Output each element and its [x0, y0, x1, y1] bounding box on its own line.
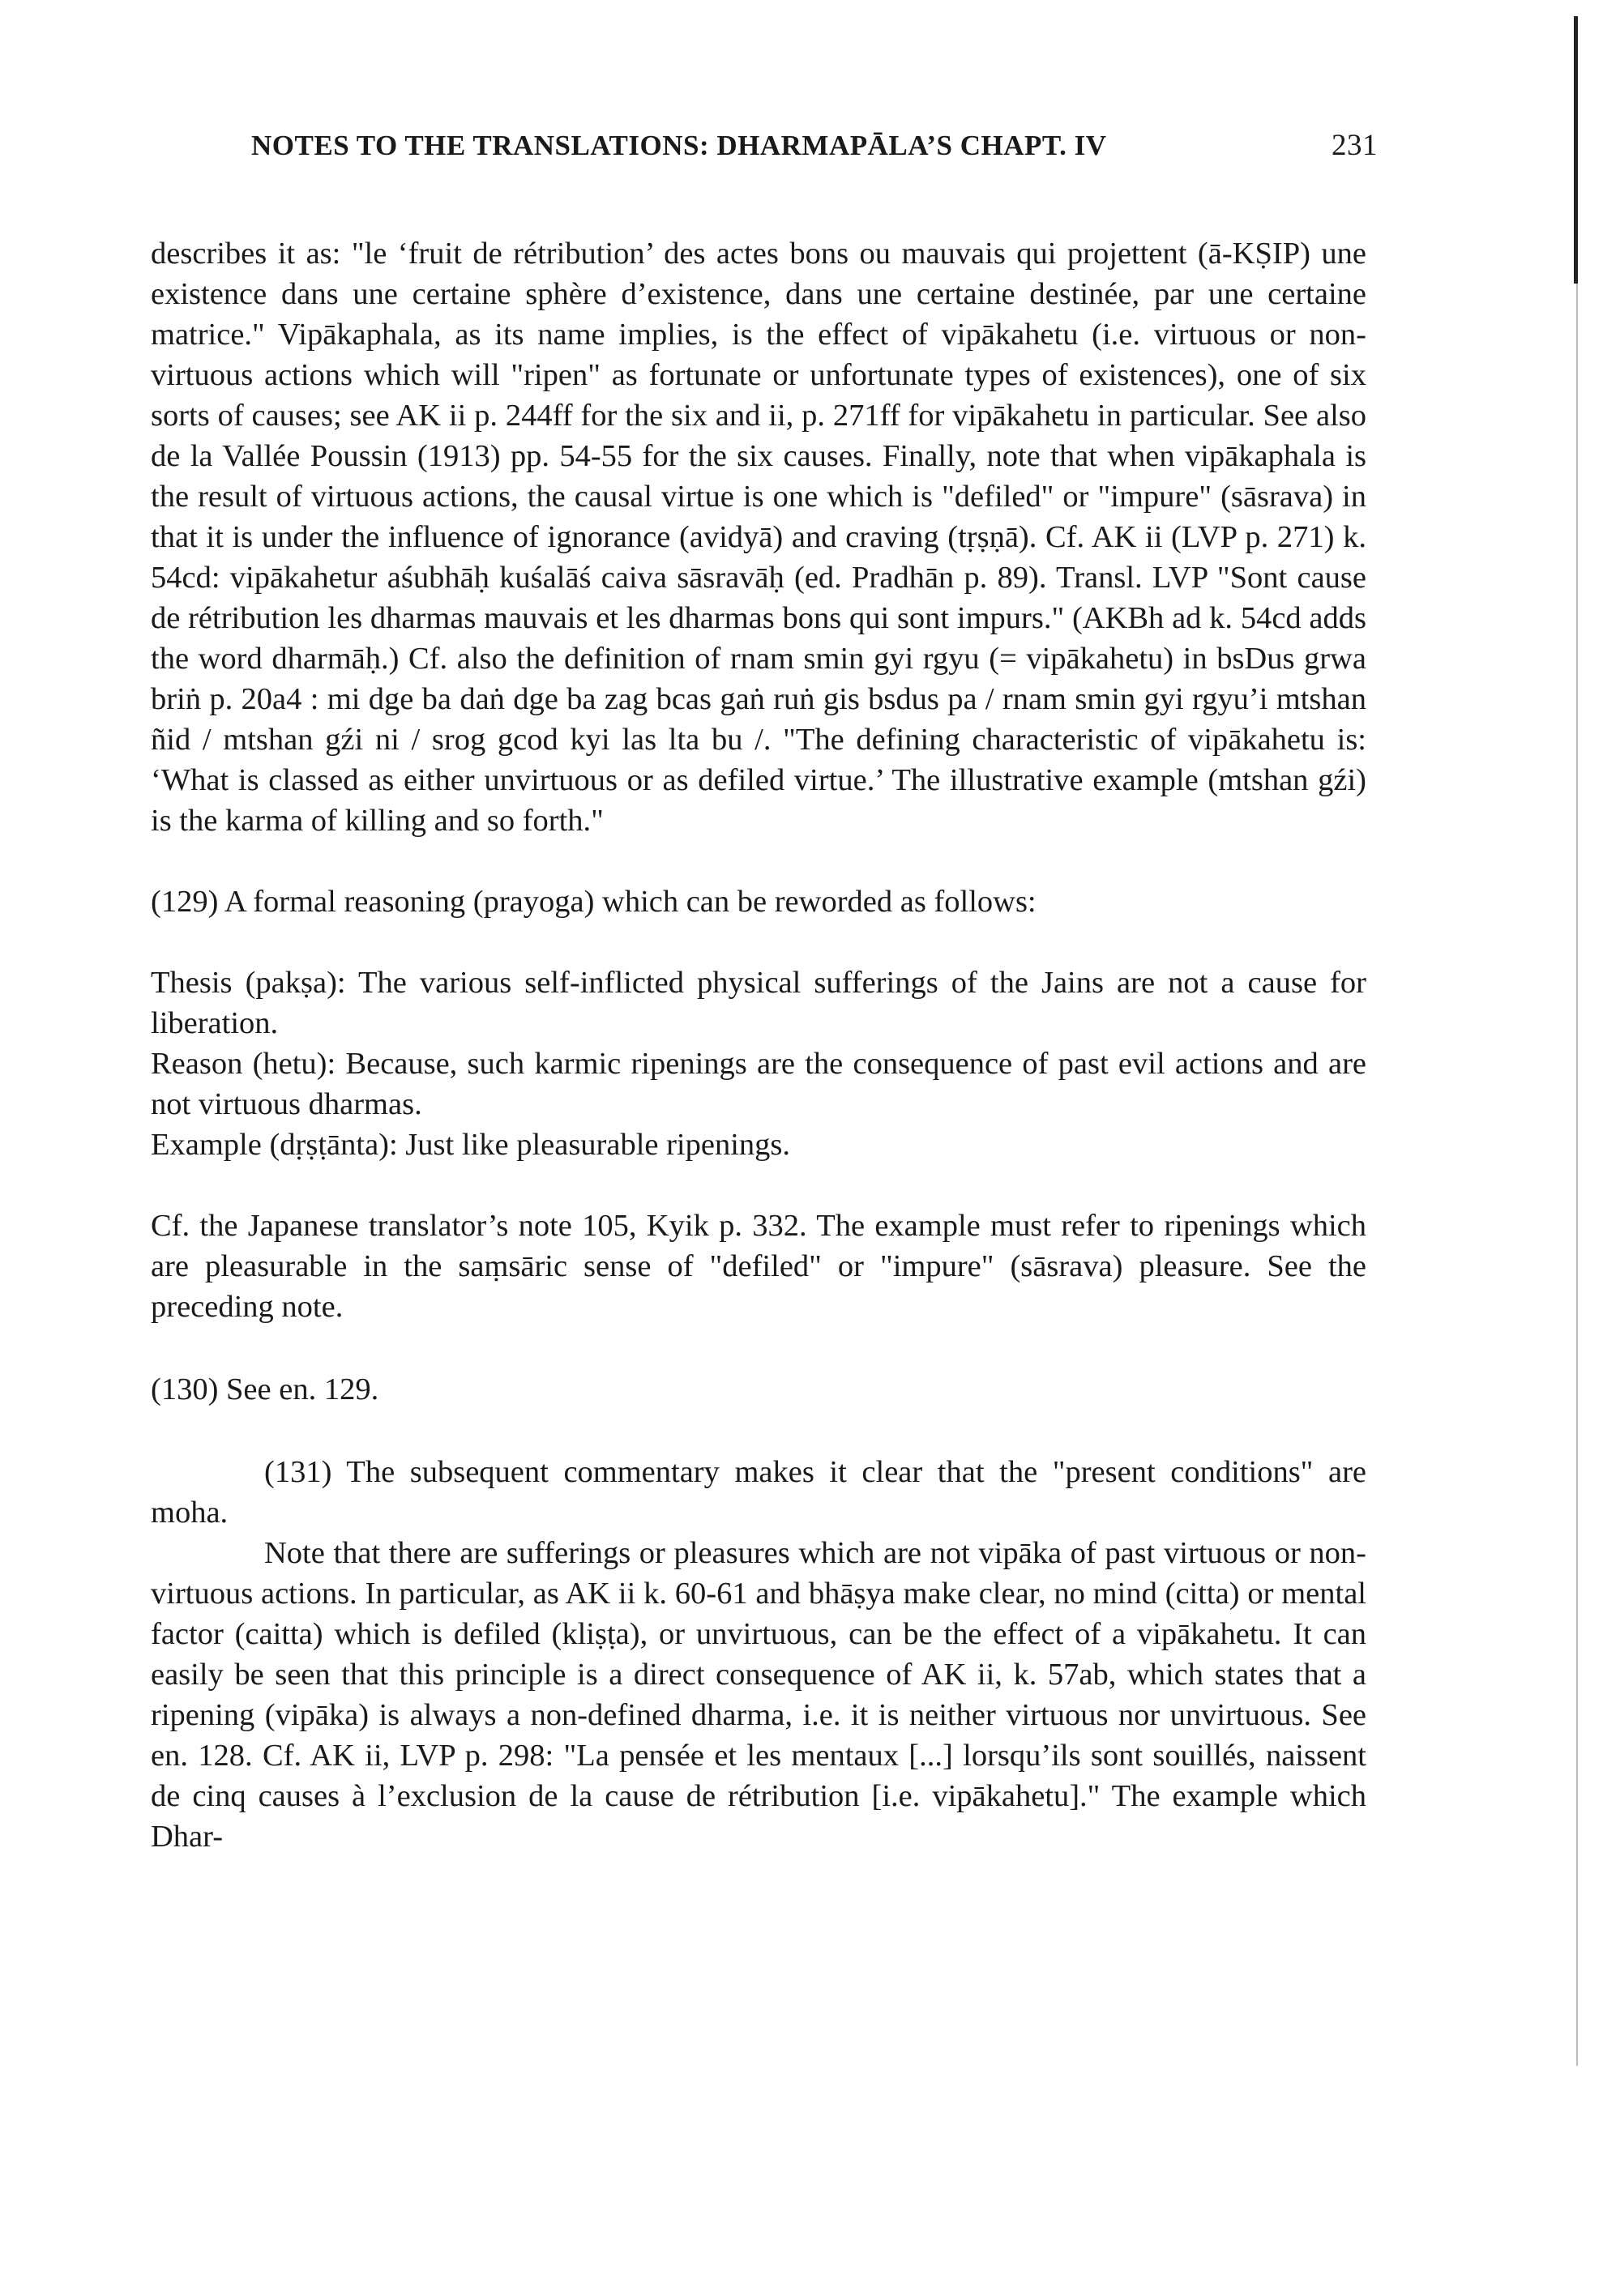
prayoga-example: Example (dṛṣṭānta): Just like pleasurable ripenings.	[151, 1128, 791, 1162]
note-130: (130) See en. 129.	[151, 1372, 379, 1406]
note-131: (131) The subsequent commentary makes it clear that the "present conditions" are moha.	[151, 1455, 1366, 1530]
running-head	[251, 128, 1378, 163]
note-131-continuation: Note that there are sufferings or pleasures which are not vipāka of past virtuous or non-virtuous actions. In particular, as AK ii k. 60-61 and bhāṣya make clear, no mind (citta) or mental factor (caitta) which is defiled (kliṣṭa), or unvirtuous, can be the effect of a vipākahetu. It can easily be seen that this principle is a direct consequence of AK ii, k. 57ab, which states that a ripening (vipāka) is always a non-defined dharma, i.e. it is neither virtuous nor unvirtuous. See en. 128. Cf. AK ii, LVP p. 298: "La pensée et les mentaux [...] lorsqu’ils sont souillés, naissent de cinq causes à l’exclusion de la cause de rétribution [i.e. vipākahetu]." The example which Dhar-	[151, 1536, 1366, 1854]
scan-edge-line	[1576, 284, 1578, 2066]
prayoga-reason: Reason (hetu): Because, such karmic ripenings are the consequence of past evil actions and are not virtuous dharmas.	[151, 1047, 1366, 1121]
note-129-cf: Cf. the Japanese translator’s note 105, Kyik p. 332. The example must refer to ripenings which are pleasurable in the saṃsāric sense of "defiled" or "impure" (sāsrava) pleasure. See the preceding note.	[151, 1209, 1366, 1324]
scan-edge-line	[1574, 16, 1578, 284]
prayoga-thesis: Thesis (pakṣa): The various self-inflicted physical sufferings of the Jains are not a cause for liberation.	[151, 966, 1366, 1040]
running-title: NOTES TO THE TRANSLATIONS: DHARMAPĀLA’S CHAPT. IV	[251, 130, 1107, 161]
paragraph-continuation: describes it as: "le ‘fruit de rétribution’ des actes bons ou mauvais qui projettent (ā-KṢIP) une existence dans une certaine sphère d’existence, dans une certaine destinée, par une certaine matrice." Vipākaphala, as its name implies, is the effect of vipākahetu (i.e. virtuous or non-virtuous actions which will "ripen" as fortunate or unfortunate types of existences), one of six sorts of causes; see AK ii p. 244ff for the six and ii, p. 271ff for vipākahetu in particular. See also de la Vallée Poussin (1913) pp. 54-55 for the six causes. Finally, note that when vipākaphala is the result of virtuous actions, the causal virtue is one which is "defiled" or "impure" (sāsrava) in that it is under the influence of ignorance (avidyā) and craving (tṛṣṇā). Cf. AK ii (LVP p. 271) k. 54cd: vipākahetur aśubhāḥ kuśalāś caiva sāsravāḥ (ed. Pradhān p. 89). Transl. LVP "Sont cause de rétribution les dharmas mauvais et les dharmas bons qui sont impurs." (AKBh ad k. 54cd adds the word dharmāḥ.) Cf. also the definition of rnam smin gyi rgyu (= vipākahetu) in bsDus grwa briṅ p. 20a4 : mi dge ba daṅ dge ba zag bcas gaṅ ruṅ gis bsdus pa / rnam smin gyi rgyu’i mtshan ñid / mtshan gźi ni / srog gcod kyi las lta bu /. "The defining characteristic of vipākahetu is: ‘What is classed as either unvirtuous or as defiled virtue.’ The illustrative example (mtshan gźi) is the karma of killing and so forth."	[151, 237, 1366, 838]
page-number: 231	[1332, 129, 1378, 162]
note-129-intro: (129) A formal reasoning (prayoga) which can be reworded as follows:	[151, 885, 1037, 919]
page-body	[151, 233, 1366, 1857]
